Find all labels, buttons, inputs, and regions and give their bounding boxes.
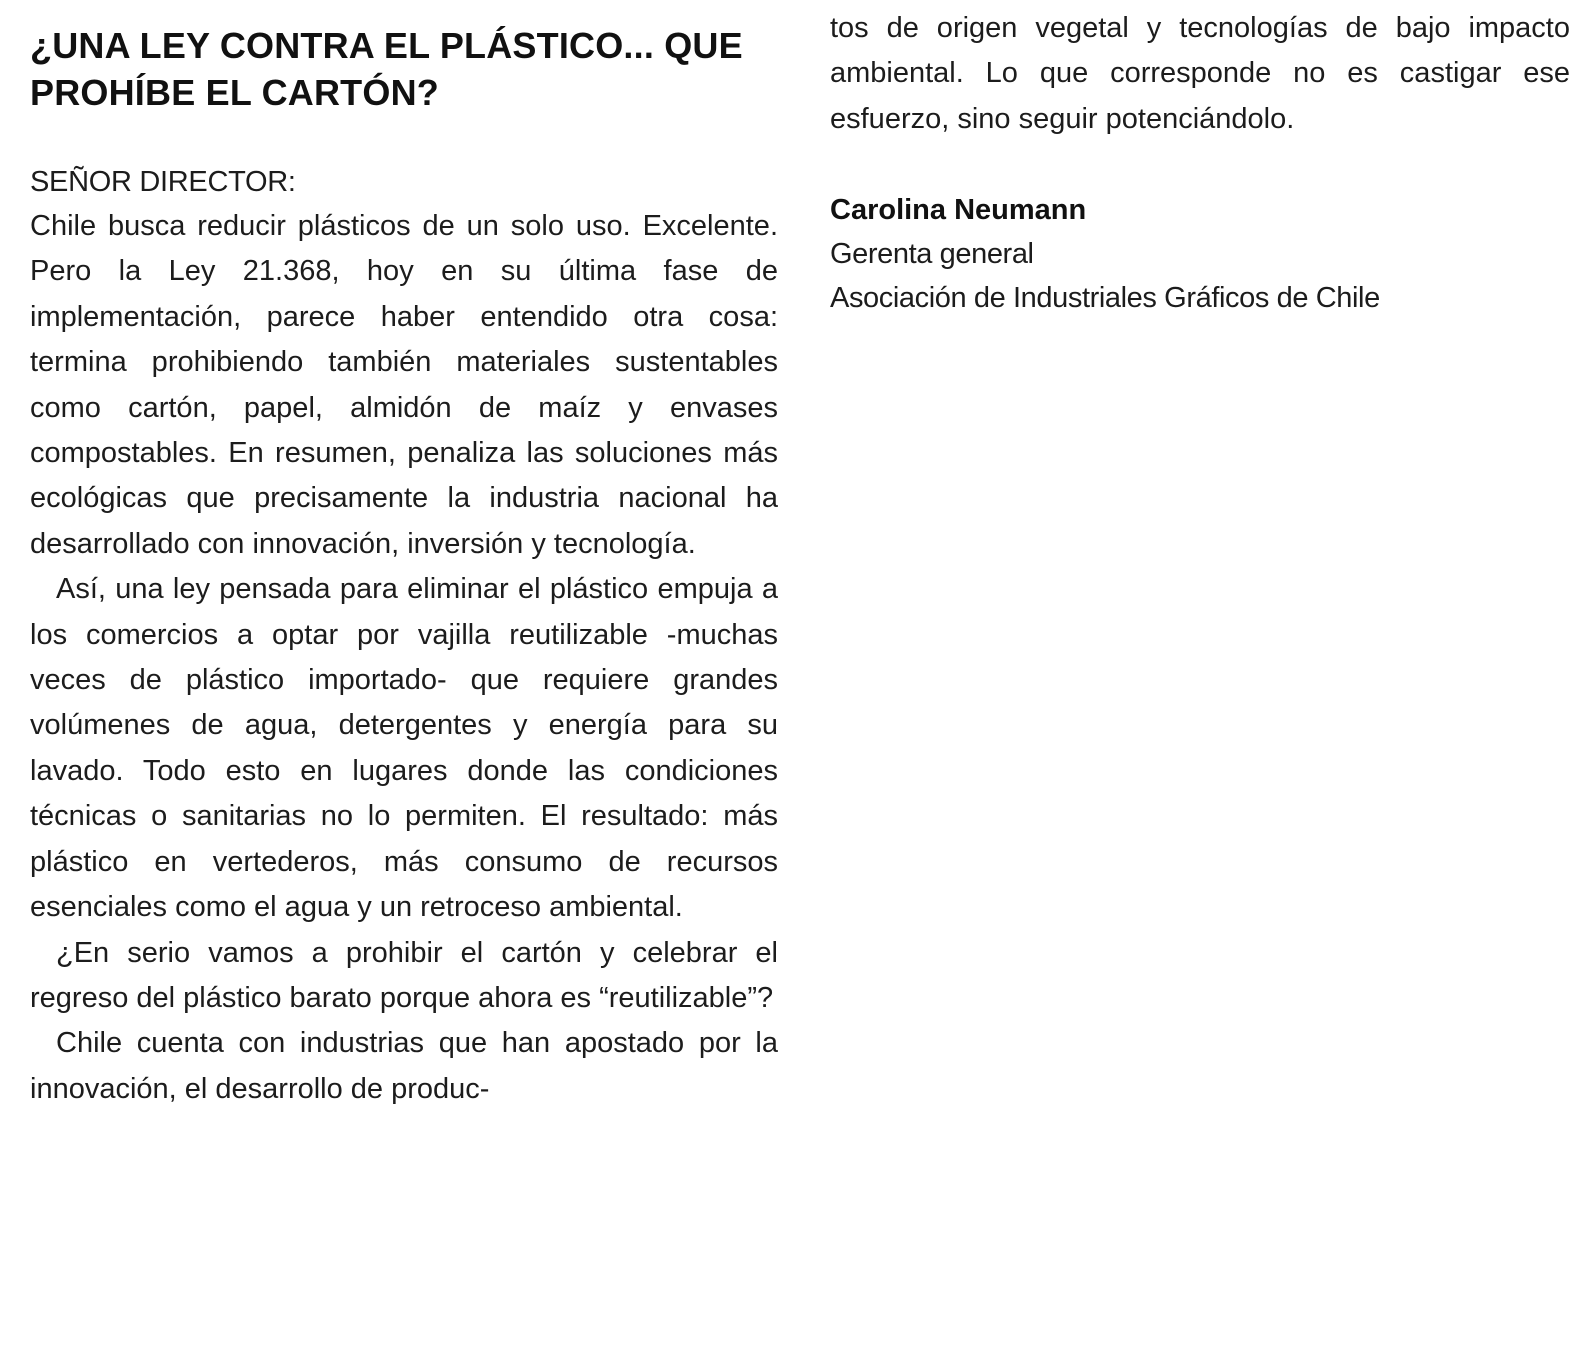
letter-paragraph-1: Chile busca reducir plásticos de un solo uso. Excelente. Pero la Ley 21.368, hoy en su última fase de implementación, parece haber entendido otra cosa: termina prohibiendo también materiales sustentables como cartón, papel, almidón de maíz y envases compostables. En resumen, penaliza las soluciones más ecológicas que precisamente la industria nacional ha desarrollado con innovación, inversión y tecnología. <box>30 210 778 560</box>
signature-position: Gerenta general <box>830 238 1034 271</box>
letter-headline: ¿UNA LEY CONTRA EL PLÁSTICO... QUE PROHÍBE EL CARTÓN? <box>30 25 743 113</box>
right-column <box>830 0 1570 320</box>
letter-paragraph-2: Así, una ley pensada para eliminar el plástico empuja a los comercios a optar por vajilla reutilizable -muchas veces de plástico importado- que requiere grandes volúmenes de agua, detergentes y energía para su lavado. Todo esto en lugares donde las condiciones técnicas o sanitarias no lo permiten. El resultado: más plástico en vertederos, más consumo de recursos esenciales como el agua y un retroceso ambiental. <box>30 573 778 924</box>
signature-name: Carolina Neumann <box>830 194 1087 227</box>
left-column <box>30 0 778 1112</box>
letter-salutation: SEÑOR DIRECTOR: <box>30 166 296 198</box>
letter-signature <box>830 188 1570 320</box>
signature-organization: Asociación de Industriales Gráficos de Chile <box>830 282 1380 315</box>
letter-paragraph-4-end: tos de origen vegetal y tecnologías de bajo impacto ambiental. Lo que corresponde no es castigar ese esfuerzo, sino seguir potenciándolo. <box>830 12 1570 135</box>
letter-paragraph-4-start: Chile cuenta con industrias que han apostado por la innovación, el desarrollo de produc- <box>30 1027 778 1105</box>
letter-paragraph-3: ¿En serio vamos a prohibir el cartón y celebrar el regreso del plástico barato porque ahora es “reutilizable”? <box>30 936 778 1014</box>
